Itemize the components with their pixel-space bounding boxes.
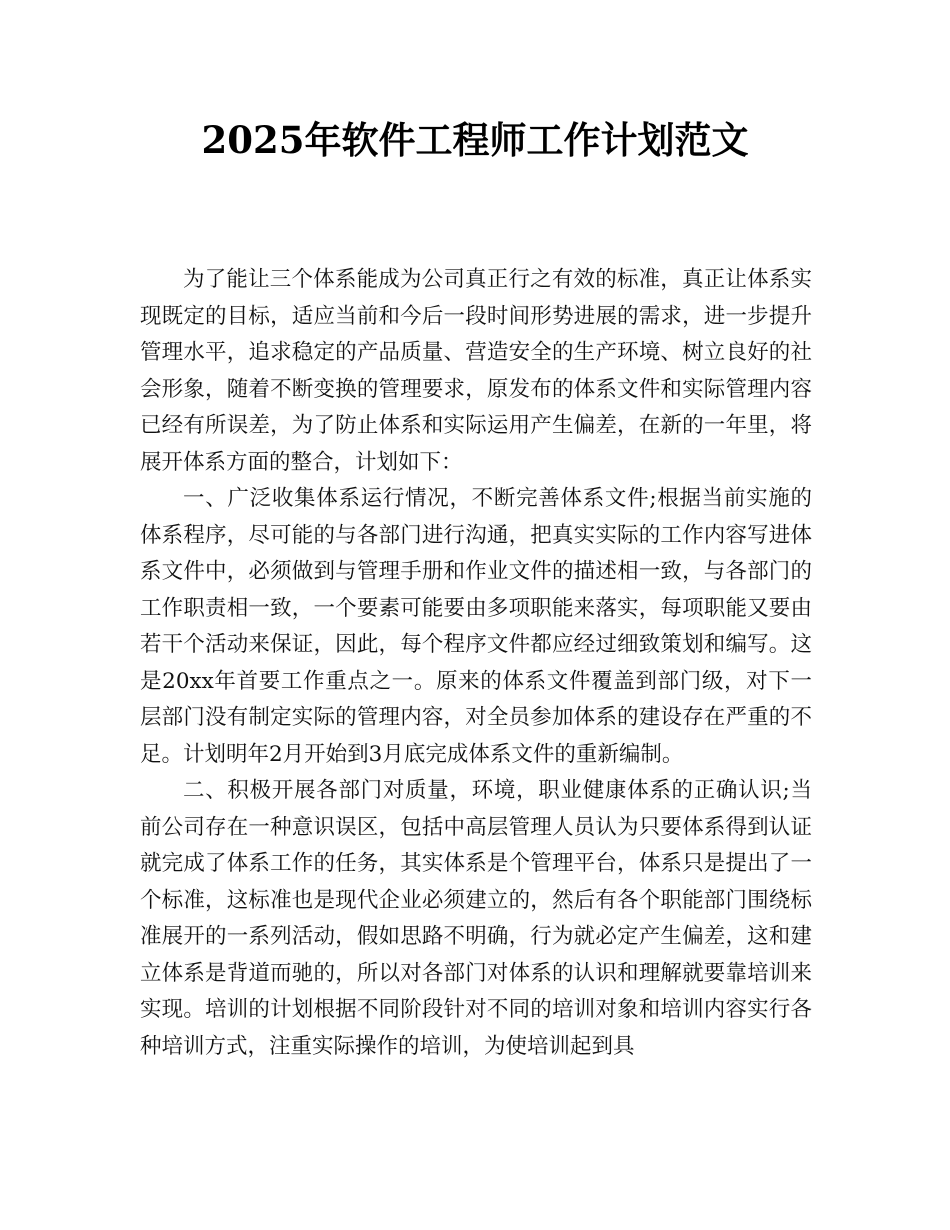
document-title: 2025年软件工程师工作计划范文 bbox=[201, 118, 749, 162]
paragraph-section-2: 二、积极开展各部门对质量，环境，职业健康体系的正确认识;当前公司存在一种意识误区，包括中高层管理人员认为只要体系得到认证就完成了体系工作的任务，其实体系是个管理平台，体系只是提出了一个标准，这标准也是现代企业必须建立的，然后有各个职能部门围绕标准展开的一系列活动，假如思路不明确，行为就必定产生偏差，这和建立体系是背道而驰的，所以对各部门对体系的认识和理解就要靠培训来实现。培训的计划根据不同阶段针对不同的培训对象和培训内容实行各种培训方式，注重实际操作的培训，为使培训起到具 bbox=[140, 778, 812, 1059]
document-body bbox=[140, 262, 812, 1065]
paragraph-section-1: 一、广泛收集体系运行情况，不断完善体系文件;根据当前实施的体系程序，尽可能的与各部门进行沟通，把真实实际的工作内容写进体系文件中，必须做到与管理手册和作业文件的描述相一致，与各部门的工作职责相一致，一个要素可能要由多项职能来落实，每项职能又要由若干个活动来保证，因此，每个程序文件都应经过细致策划和编写。这是20xx年首要工作重点之一。原来的体系文件覆盖到部门级，对下一层部门没有制定实际的管理内容，对全员参加体系的建设存在严重的不足。计划明年2月开始到3月底完成体系文件的重新编制。 bbox=[140, 486, 812, 767]
paragraph-intro: 为了能让三个体系能成为公司真正行之有效的标准，真正让体系实现既定的目标，适应当前和今后一段时间形势进展的需求，进一步提升管理水平，追求稳定的产品质量、营造安全的生产环境、树立良好的社会形象，随着不断变换的管理要求，原发布的体系文件和实际管理内容已经有所误差，为了防止体系和实际运用产生偏差，在新的一年里，将展开体系方面的整合，计划如下： bbox=[140, 267, 812, 475]
